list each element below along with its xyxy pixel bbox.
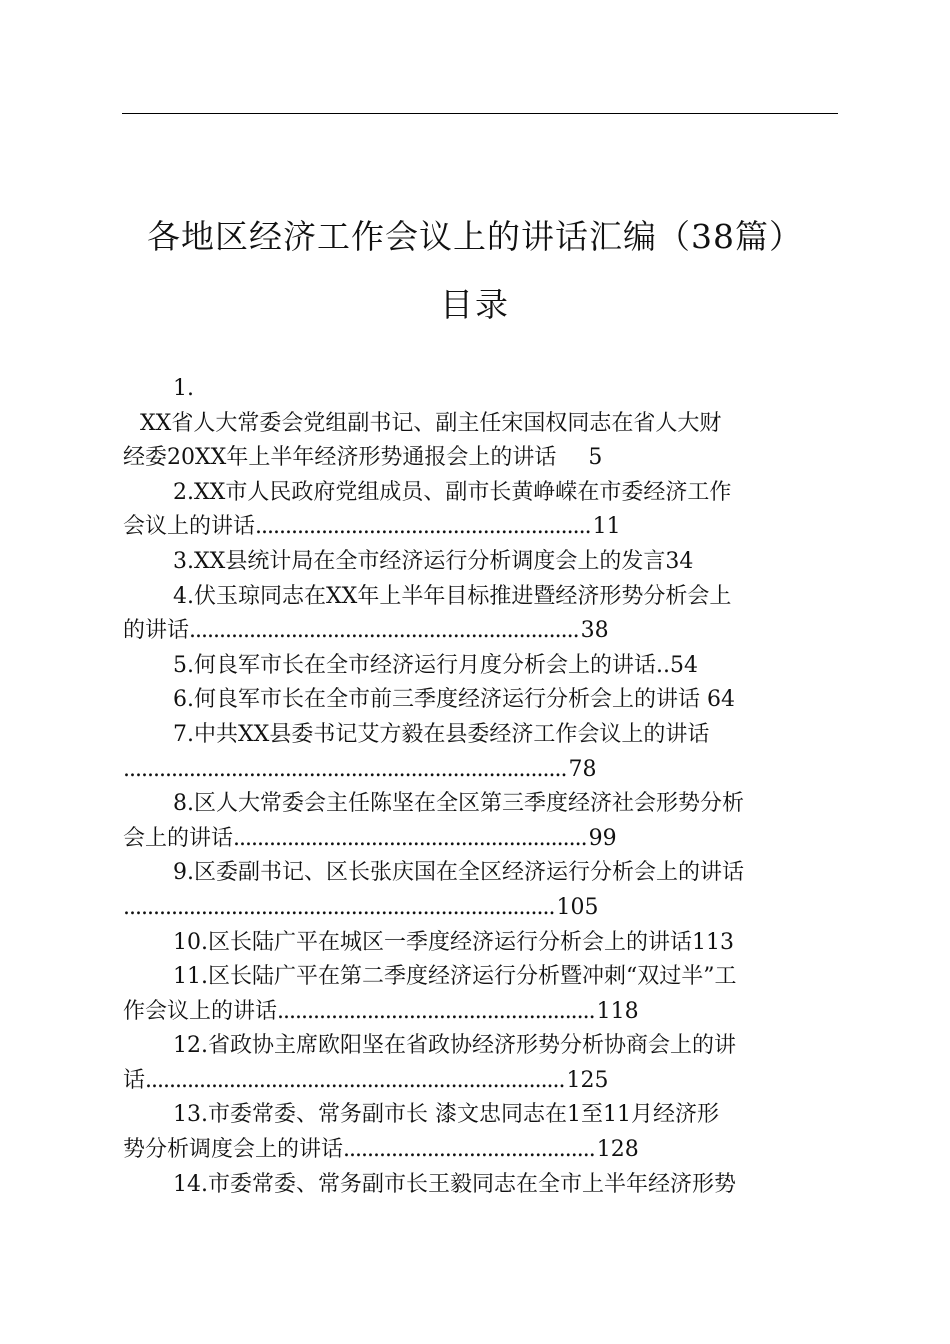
toc-entry-text: 话	[123, 1067, 146, 1093]
toc-entry-text: 13.市委常委、常务副市长 漆文忠同志在1至11月经济形	[173, 1102, 719, 1128]
toc-entry-text: 5.何良军市长在全市经济运行月度分析会上的讲话	[173, 652, 656, 678]
toc-entry-text: 14.市委常委、常务副市长王毅同志在全市上半年经济形势	[173, 1171, 736, 1197]
document-title: 各地区经济工作会议上的讲话汇编（38篇）	[147, 217, 803, 256]
toc-entry-text: XX省人大常委会党组副书记、副主任宋国权同志在省人大财	[140, 410, 722, 436]
header-rule	[122, 113, 838, 114]
toc-entry-7[interactable]	[123, 718, 839, 787]
toc-entry-text: 10.区长陆广平在城区一季度经济运行分析会上的讲话	[173, 929, 692, 955]
toc-entry-page: 118	[596, 998, 639, 1024]
toc-entry-text: 7.中共XX县委书记艾方毅在县委经济工作会议上的讲话	[173, 721, 710, 747]
toc-entry-14[interactable]	[123, 1168, 839, 1203]
toc-leader-dots: ..........................................	[343, 1137, 595, 1163]
toc-entry-6[interactable]	[123, 683, 839, 718]
toc-leader-dots: .....................................................	[277, 998, 595, 1024]
toc-entry-text: 势分析调度会上的讲话	[123, 1137, 344, 1163]
toc-entry-2[interactable]	[123, 476, 839, 545]
toc-entry-text: 8.区人大常委会主任陈坚在全区第三季度经济社会形势分析	[173, 791, 744, 817]
toc-entry-page: 5	[588, 445, 603, 471]
toc-entry-page: 34	[665, 548, 694, 574]
toc-entry-page: 54	[670, 652, 698, 678]
toc-entry-page: 11	[592, 514, 621, 540]
toc-entry-text: 4.伏玉琼同志在XX年上半年目标推进暨经济形势分析会上	[173, 583, 732, 609]
table-of-contents	[123, 372, 839, 1202]
toc-entry-3[interactable]	[123, 545, 839, 580]
toc-leader-dots: ........................................................	[255, 514, 591, 540]
toc-entry-text: 的讲话	[123, 618, 190, 644]
toc-entry-9[interactable]	[123, 856, 839, 925]
toc-entry-page: 38	[580, 618, 609, 644]
toc-entry-page: 125	[566, 1067, 609, 1093]
toc-entry-text: 6.何良军市长在全市前三季度经济运行分析会上的讲话	[173, 687, 700, 713]
toc-entry-text: 3.XX县统计局在全市经济运行分析调度会上的发言	[173, 548, 666, 574]
toc-entry-page: 99	[588, 825, 617, 851]
toc-entry-1[interactable]	[123, 372, 839, 476]
toc-leader-dots: ........................................................................	[123, 894, 555, 920]
toc-leader-dots: .................................................................	[189, 618, 579, 644]
toc-entry-text: 会上的讲话	[123, 825, 234, 851]
toc-entry-page: 78	[568, 756, 597, 782]
toc-entry-13[interactable]	[123, 1098, 839, 1167]
toc-entry-text: 2.XX市人民政府党组成员、副市长黄峥嵘在市委经济工作	[173, 479, 732, 505]
toc-leader-dots: ......................................................................	[145, 1067, 565, 1093]
toc-leader-dots: ..	[656, 652, 670, 678]
toc-entry-page: 113	[692, 929, 734, 955]
toc-entry-text: 9.区委副书记、区长张庆国在全区经济运行分析会上的讲话	[173, 860, 744, 886]
toc-entry-10[interactable]	[123, 926, 839, 961]
toc-entry-text: 会议上的讲话	[123, 514, 256, 540]
toc-entry-text: 经委20XX年上半年经济形势通报会上的讲话	[123, 445, 557, 471]
toc-leader-dots: ..........................................................................	[123, 756, 567, 782]
toc-entry-5[interactable]	[123, 649, 839, 684]
toc-entry-12[interactable]	[123, 1029, 839, 1098]
toc-entry-page: 128	[596, 1137, 639, 1163]
toc-entry-text: 作会议上的讲话	[123, 998, 278, 1024]
document-subtitle: 目录	[440, 285, 510, 324]
toc-entry-page: 64	[707, 687, 735, 713]
toc-entry-text: 11.区长陆广平在第二季度经济运行分析暨冲刺“双过半”工	[173, 964, 737, 990]
toc-entry-8[interactable]	[123, 787, 839, 856]
toc-entry-number: 1.	[173, 376, 194, 401]
toc-entry-11[interactable]	[123, 960, 839, 1029]
toc-entry-4[interactable]	[123, 580, 839, 649]
toc-entry-page: 105	[556, 894, 599, 920]
toc-leader-dots: ...........................................................	[233, 825, 587, 851]
toc-entry-text: 12.省政协主席欧阳坚在省政协经济形势分析协商会上的讲	[173, 1033, 736, 1059]
